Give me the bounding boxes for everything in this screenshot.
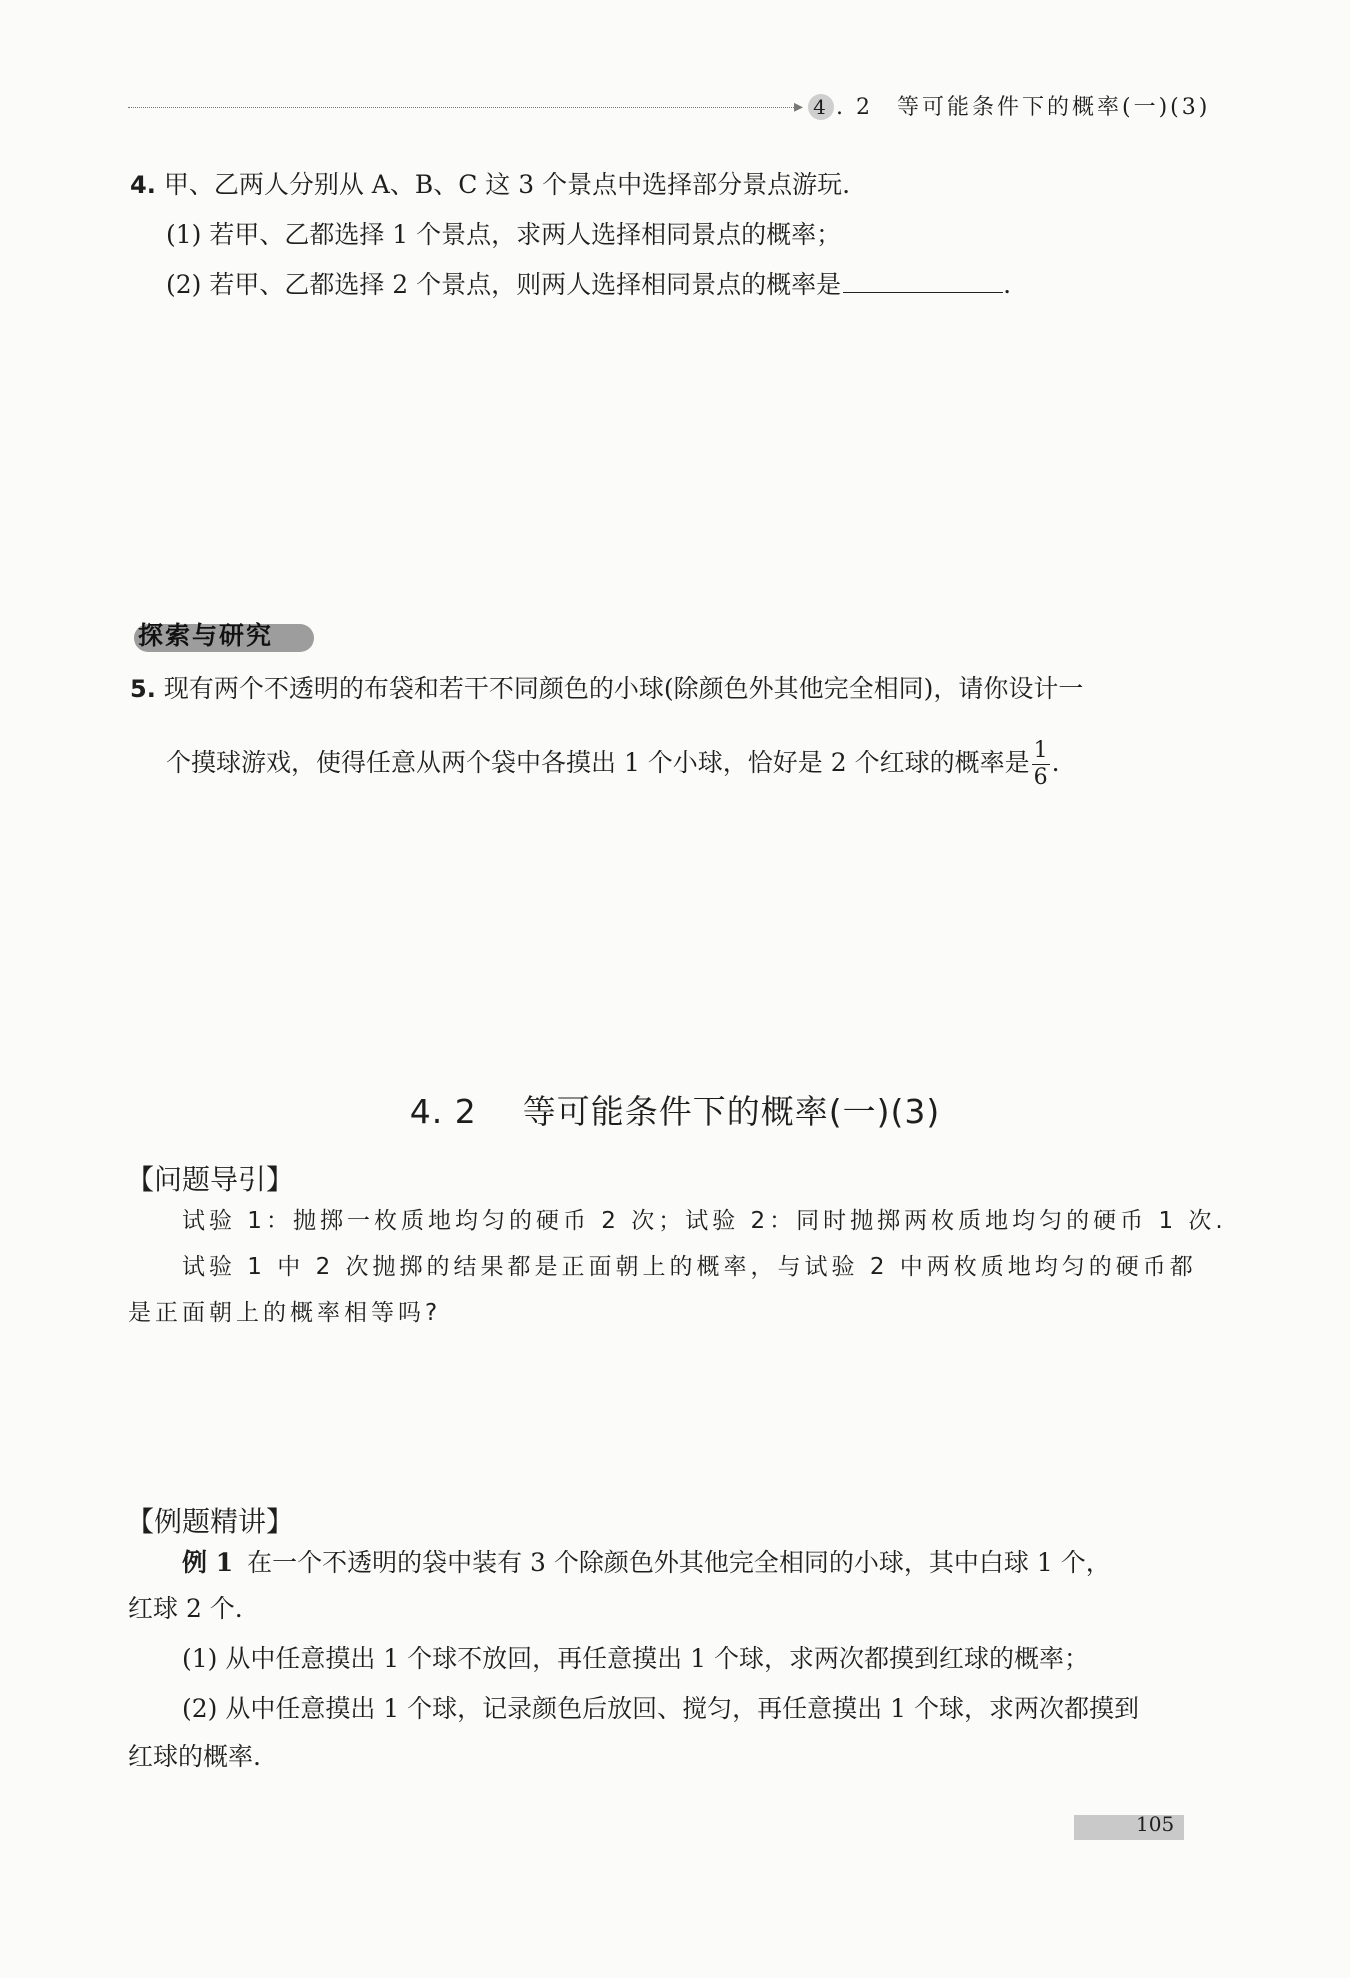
example-1-part-1: (1) 从中任意摸出 1 个球不放回，再任意摸出 1 个球，求两次都摸到红球的概率； [182, 1644, 1089, 1673]
guide-line-3: 是正面朝上的概率相等吗? [128, 1300, 442, 1326]
examples-heading: 【例题精讲】 [126, 1505, 295, 1538]
guide-line-2: 试验 1 中 2 次抛掷的结果都是正面朝上的概率，与试验 2 中两枚质地均匀的硬币都 [182, 1254, 1197, 1280]
question-4-part-2 [166, 268, 1011, 302]
fraction-denominator: 6 [1033, 765, 1048, 790]
example-text: 在一个不透明的袋中装有 3 个除颜色外其他完全相同的小球，其中白球 1 个， [247, 1548, 1111, 1577]
page-number: 105 [1136, 1812, 1175, 1836]
section-title: 4. 2 等可能条件下的概率(一)(3) [409, 1092, 941, 1131]
fraction-numerator: 1 [1033, 738, 1048, 763]
question-text: 个摸球游戏，使得任意从两个袋中各摸出 1 个小球，恰好是 2 个红球的概率是 [166, 748, 1030, 777]
header-arrow-icon: ▸ [794, 96, 804, 117]
explore-section-badge [128, 614, 314, 654]
fraction [1032, 738, 1050, 791]
guide-line-1: 试验 1：抛掷一枚质地均匀的硬币 2 次；试验 2：同时抛掷两枚质地均匀的硬币 1 次. [182, 1208, 1227, 1234]
question-number: 4. [130, 171, 156, 199]
period: . [1003, 270, 1012, 299]
question-number: 5. [130, 675, 156, 703]
header-section-number: . 2 [836, 95, 873, 120]
question-4 [130, 168, 850, 202]
question-5-line-2 [166, 738, 1060, 791]
example-1-part-2-line-2: 红球的概率. [128, 1742, 261, 1771]
period: . [1051, 748, 1060, 777]
example-1-part-2: (2) 从中任意摸出 1 个球，记录颜色后放回、搅匀，再任意摸出 1 个球，求两次都摸到 [182, 1694, 1139, 1723]
header-section-circle: 4 [808, 94, 834, 120]
answer-blank[interactable] [843, 272, 1003, 293]
header-rule [128, 107, 796, 108]
question-5 [130, 672, 1083, 706]
question-text: 现有两个不透明的布袋和若干不同颜色的小球(除颜色外其他完全相同)，请你设计一 [163, 674, 1084, 703]
question-text: (2) 若甲、乙都选择 2 个景点，则两人选择相同景点的概率是 [166, 270, 842, 299]
guide-heading: 【问题导引】 [126, 1163, 295, 1196]
header-title: 等可能条件下的概率(一)(3) [896, 95, 1211, 120]
example-label: 例 1 [182, 1548, 234, 1577]
example-1-line-2: 红球 2 个. [128, 1594, 243, 1623]
badge-label: 探索与研究 [138, 621, 274, 650]
running-header [808, 90, 1210, 121]
question-text: 甲、乙两人分别从 A、B、C 这 3 个景点中选择部分景点游玩. [163, 170, 851, 199]
question-4-part-1: (1) 若甲、乙都选择 1 个景点，求两人选择相同景点的概率； [166, 220, 842, 249]
example-1 [182, 1546, 1111, 1580]
